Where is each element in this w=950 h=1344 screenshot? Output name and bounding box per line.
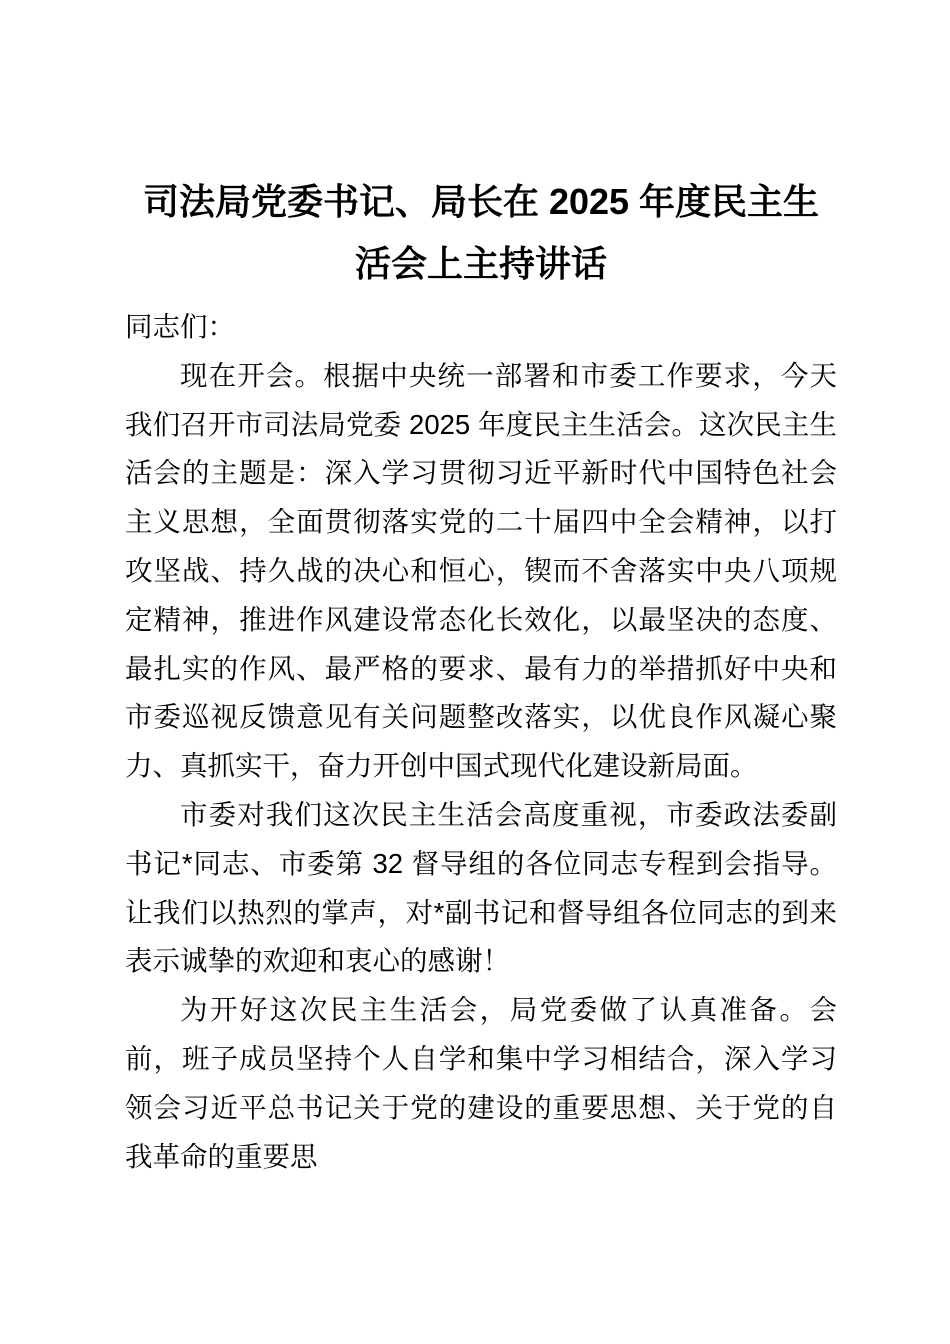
paragraph-preparation: 为开好这次民主生活会，局党委做了认真准备。会前，班子成员坚持个人自学和集中学习相结合，深入学习领会习近平总书记关于党的建设的重要思想、关于党的自我革命的重要思 — [125, 994, 837, 1172]
document-title: 司法局党委书记、局长在 2025 年度民主生活会上主持讲话 — [142, 181, 820, 284]
paragraph-opening: 现在开会。根据中央统一部署和市委工作要求，今天我们召开市司法局党委 2025 年度民主生活会。这次民主生活会的主题是：深入学习贯彻习近平新时代中国特色社会主义思想，全面贯彻落实党的二十届四中全会精神，以打攻坚战、持久战的决心和恒心，锲而不舍落实中央八项规定精神，推进作风建设常态化长效化，以最坚决的态度、最扎实的作风、最严格的要求、最有力的举措抓好中央和市委巡视反馈意见有关问题整改落实，以优良作风凝心聚力、真抓实干，奋力开创中国式现代化建设新局面。 — [125, 359, 837, 782]
paragraph-welcome: 市委对我们这次民主生活会高度重视，市委政法委副书记*同志、市委第 32 督导组的各位同志专程到会指导。让我们以热烈的掌声，对*副书记和督导组各位同志的到来表示诚挚的欢迎和衷心的感谢！ — [125, 798, 837, 977]
salutation: 同志们： — [125, 311, 235, 342]
document-body — [125, 303, 837, 1181]
